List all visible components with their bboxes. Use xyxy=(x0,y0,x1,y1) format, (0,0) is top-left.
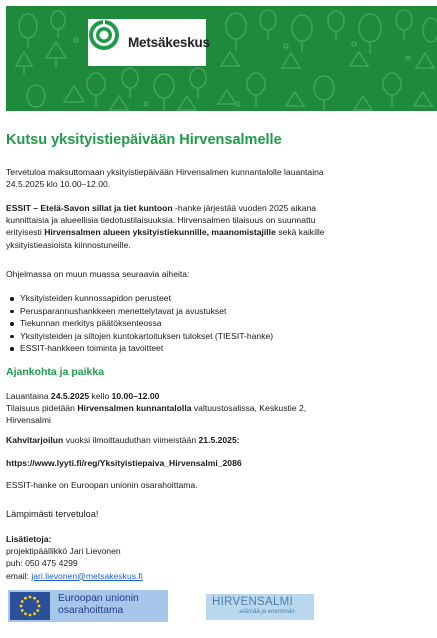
logo[interactable] xyxy=(88,19,210,66)
forest-pattern-illustration xyxy=(6,6,437,111)
header-banner xyxy=(6,6,437,111)
contact-email-label: email: xyxy=(6,570,32,581)
metsakeskus-target-logo-icon xyxy=(88,19,120,51)
page-title: Kutsu yksityistiepäivään Hirvensalmelle xyxy=(6,132,282,148)
coffee-label: Kahvitarjoilun xyxy=(6,435,64,445)
registration-deadline: 21.5.2025 xyxy=(198,435,237,445)
contact-name: projektipäällikkö Jari Lievonen xyxy=(6,546,121,557)
place-text: valtuustosalissa, Keskustie 2, xyxy=(191,403,307,414)
funding-note: ESSIT-hanke on Euroopan unionin osarahoittama. xyxy=(6,480,198,490)
program-intro: Ohjelmassa on muun muassa seuraavia aiheita: xyxy=(6,269,190,279)
project-line xyxy=(6,226,416,238)
intro-line: Tervetuloa maksuttomaan yksityistiepäivään Hirvensalmen kunnantalolle lauantaina xyxy=(6,167,324,177)
logo-text: Metsäkeskus xyxy=(128,35,210,50)
eu-text-line: Euroopan unionin xyxy=(58,593,139,604)
footer-logos xyxy=(8,590,428,624)
eu-funding-logo xyxy=(8,590,168,622)
contact-heading: Lisätietoja: xyxy=(6,534,52,544)
program-item: Yksityisteiden ja siltojen kuntokartoituksen tulokset (TIESIT-hanke) xyxy=(20,330,274,341)
registration-link[interactable]: https://www.lyyti.fi/reg/Yksityistiepaiva_Hirvensalmi_2086 xyxy=(6,458,242,468)
contact-phone: puh: 050 475 4299 xyxy=(6,558,78,569)
program-item: Tiekunnan merkitys päätöksenteossa xyxy=(20,317,273,330)
event-time: 10.00–12.00 xyxy=(111,391,160,401)
time-text: kello xyxy=(89,391,112,401)
project-line xyxy=(6,202,416,214)
contact-email-link[interactable]: jari.lievonen@metsakeskus.fi xyxy=(31,570,143,581)
time-place-heading: Ajankohta ja paikka xyxy=(6,366,105,378)
eu-text xyxy=(58,593,139,617)
hirvensalmi-logo xyxy=(206,594,314,620)
project-line: yksityistieasioista kiinnostuneille. xyxy=(6,239,131,250)
place-line xyxy=(6,402,416,414)
program-item: Perusparannushankkeen menettelytavat ja avustukset xyxy=(20,305,273,318)
time-line xyxy=(6,390,416,402)
project-name: ESSIT – Etelä-Savon sillat ja tiet kuntoon xyxy=(6,203,173,213)
project-line: kunnittaisia ja alueellisia tiedotustilaisuuksia. Hirvensalmen tilaisuus on suunnattu xyxy=(6,215,316,226)
time-place-details xyxy=(6,390,416,427)
program-item: Yksityisteiden kunnossapidon perusteet xyxy=(20,292,273,305)
project-line-text: erityisesti xyxy=(6,227,45,238)
time-text: Lauantaina xyxy=(6,391,51,401)
place-text: Tilaisuus pidetään xyxy=(6,403,78,414)
program-list xyxy=(6,292,273,355)
registration-note xyxy=(6,434,416,446)
eu-text-line: osarahoittama xyxy=(58,605,124,616)
target-audience: Hirvensalmen alueen yksityistiekunnille, maanomistajille xyxy=(44,227,276,238)
project-paragraph xyxy=(6,202,416,251)
contact-email-line xyxy=(6,570,416,582)
hirvensalmi-name: HIRVENSALMI xyxy=(212,596,294,608)
event-date: 24.5.2025 xyxy=(50,391,90,401)
program-item: ESSIT-hankkeen toiminta ja tavoitteet xyxy=(20,342,273,355)
eu-stars-icon xyxy=(10,592,50,620)
eu-flag-icon xyxy=(10,592,50,620)
project-line-text: -hanke järjestää vuoden 2025 aikana xyxy=(172,203,317,213)
registration-colon: : xyxy=(236,435,240,445)
place-line: Hirvensalmi xyxy=(6,415,51,426)
event-venue: Hirvensalmen kunnantalolla xyxy=(77,403,192,414)
contact-block xyxy=(6,533,416,582)
welcome-text: Lämpimästi tervetuloa! xyxy=(6,509,99,519)
intro-paragraph xyxy=(6,166,416,190)
project-line-text: sekä kaikille xyxy=(275,227,325,238)
hirvensalmi-slogan: -elämää ja enemmän- xyxy=(238,609,297,615)
registration-text: vuoksi ilmoittauduthan viimeistään xyxy=(63,435,199,445)
intro-line: 24.5.2025 klo 10.00–12.00. xyxy=(6,179,111,190)
